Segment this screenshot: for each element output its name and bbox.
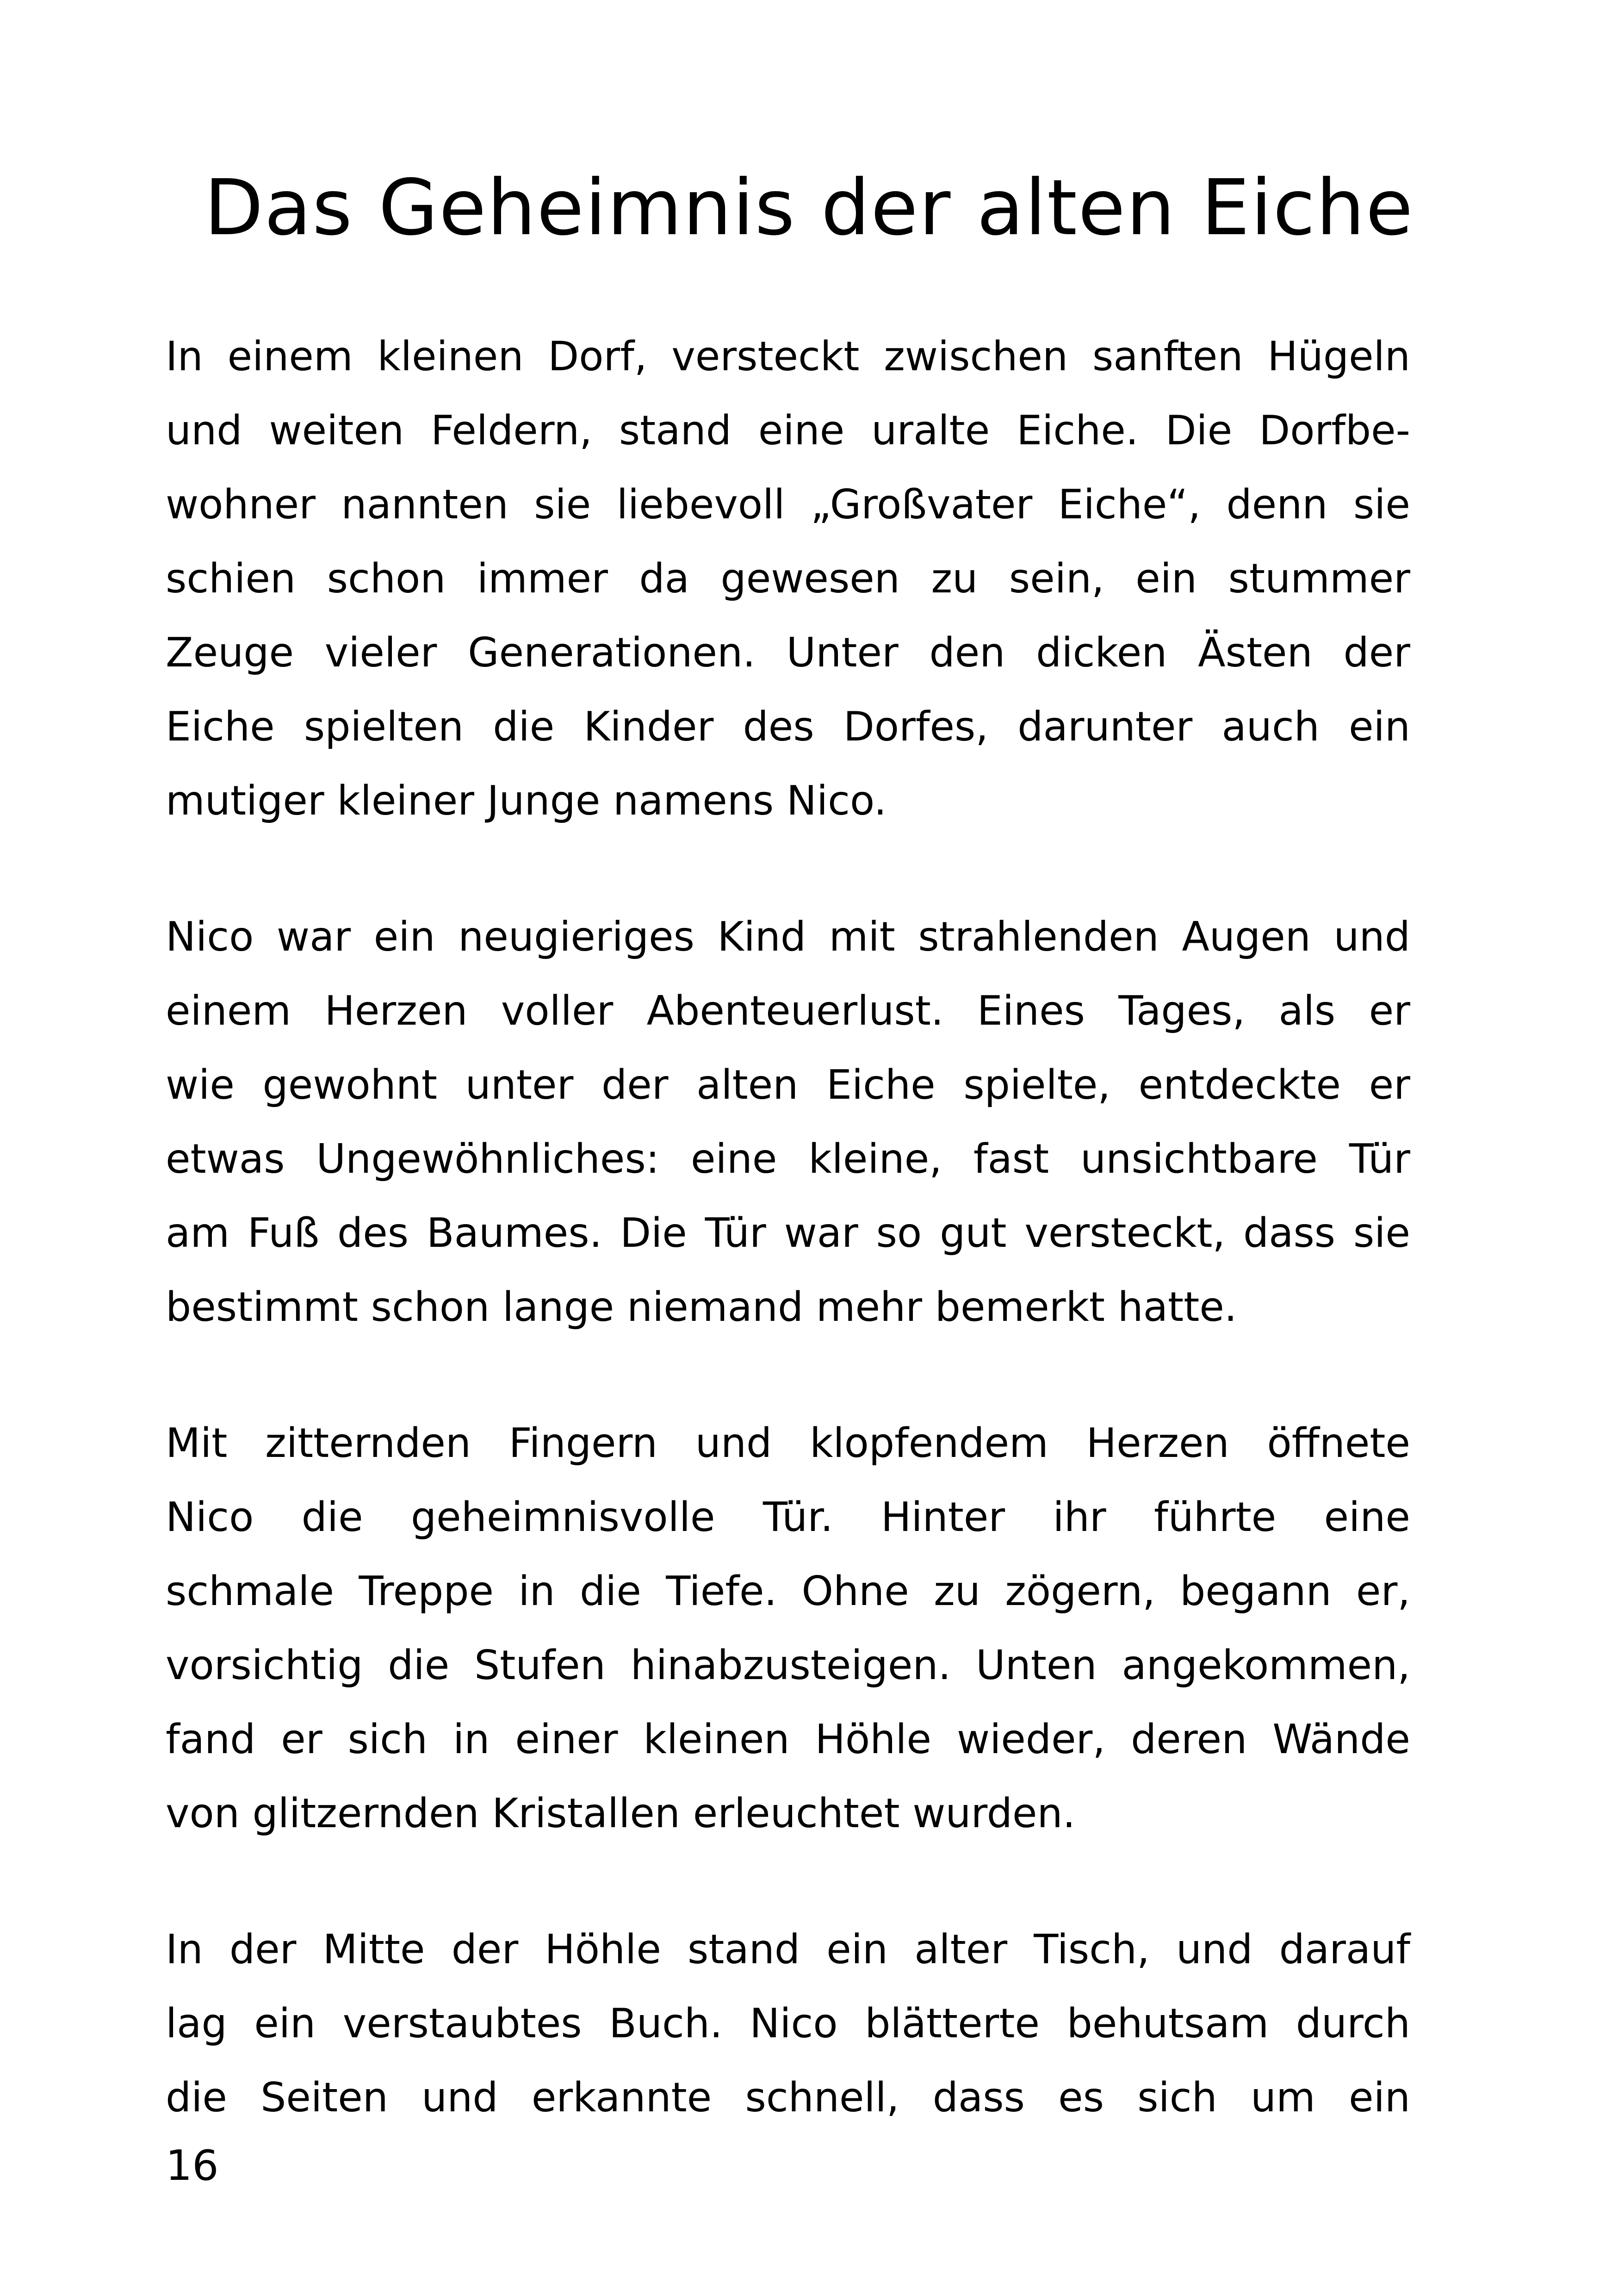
page-number: 16 [166, 2141, 219, 2190]
text-line: vorsichtig die Stufen hinabzusteigen. Unten angekommen, [166, 1642, 1410, 1689]
text-line: schmale Treppe in die Tiefe. Ohne zu zögern, begann er, [166, 1568, 1410, 1615]
paragraph-1 [166, 319, 1410, 838]
text-line: schien schon immer da gewesen zu sein, ein stummer [166, 555, 1410, 602]
page-title: Das Geheimnis der alten Eiche [204, 163, 1414, 253]
text-line: Nico die geheimnisvolle Tür. Hinter ihr führte eine [166, 1493, 1410, 1541]
text-line: und weiten Feldern, stand eine uralte Eiche. Die Dorfbe- [166, 407, 1410, 454]
text-line: In der Mitte der Höhle stand ein alter Tisch, und darauf [166, 1926, 1410, 1973]
text-line: Zeuge vieler Generationen. Unter den dicken Ästen der [166, 629, 1410, 676]
paragraph-4 [166, 1912, 1410, 2134]
text-line: am Fuß des Baumes. Die Tür war so gut versteckt, dass sie [166, 1209, 1410, 1257]
text-line: einem Herzen voller Abenteuerlust. Eines Tages, als er [166, 987, 1410, 1034]
text-line: In einem kleinen Dorf, versteckt zwischen sanften Hügeln [166, 333, 1410, 380]
paragraph-3 [166, 1406, 1410, 1850]
text-line: bestimmt schon lange niemand mehr bemerkt hatte. [166, 1283, 1237, 1331]
text-line: fand er sich in einer kleinen Höhle wieder, deren Wände [166, 1716, 1410, 1763]
text-line: die Seiten und erkannte schnell, dass es sich um ein [166, 2074, 1410, 2121]
text-line: Mit zitternden Fingern und klopfendem Herzen öffnete [166, 1419, 1410, 1467]
text-line: von glitzernden Kristallen erleuchtet wurden. [166, 1790, 1076, 1837]
text-line: etwas Ungewöhnliches: eine kleine, fast unsichtbare Tür [166, 1135, 1410, 1182]
text-line: Nico war ein neugieriges Kind mit strahlenden Augen und [166, 913, 1410, 960]
text-line: Eiche spielten die Kinder des Dorfes, darunter auch ein [166, 703, 1410, 750]
text-line: wohner nannten sie liebevoll „Großvater Eiche“, denn sie [166, 481, 1410, 528]
text-line: wie gewohnt unter der alten Eiche spielte, entdeckte er [166, 1061, 1410, 1108]
text-line: lag ein verstaubtes Buch. Nico blätterte behutsam durch [166, 2000, 1410, 2047]
paragraph-2 [166, 900, 1410, 1344]
story-text [166, 319, 1410, 2196]
text-line: mutiger kleiner Junge namens Nico. [166, 777, 887, 824]
